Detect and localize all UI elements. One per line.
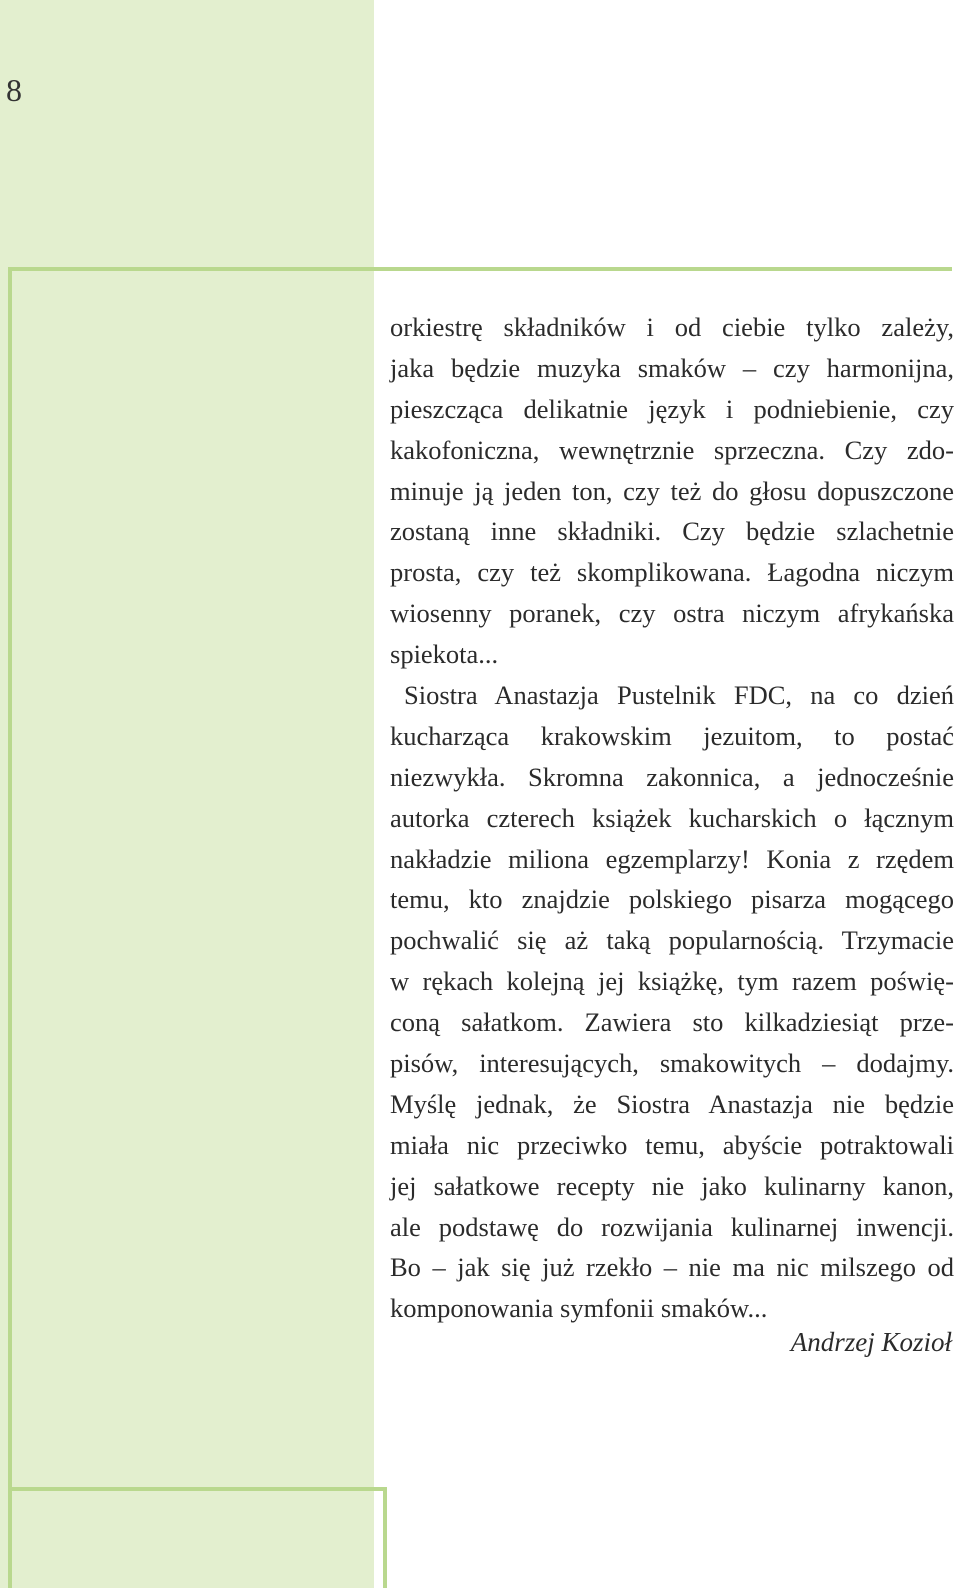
text-line: minuje ją jeden ton, czy też do głosu dopuszczone (390, 475, 954, 506)
text-line: pochwalić się aż taką popularnością. Trzymacie (390, 925, 954, 956)
text-line: niezwykła. Skromna zakonnica, a jednocześnie (390, 761, 954, 792)
text-line: w rękach kolejną jej książkę, tym razem poświę- (390, 966, 954, 997)
text-line: zostaną inne składniki. Czy będzie szlachetnie (390, 516, 954, 547)
text-line: jej sałatkowe recepty nie jako kulinarny kanon, (390, 1170, 954, 1201)
text-line: ale podstawę do rozwijania kulinarnej inwencji. (390, 1211, 954, 1242)
text-line: coną sałatkom. Zawiera sto kilkadziesiąt prze- (390, 1007, 954, 1038)
left-rule (8, 267, 12, 1588)
text-line: wiosenny poranek, czy ostra niczym afrykańska (390, 598, 954, 629)
text-line: temu, kto znajdzie polskiego pisarza mogącego (390, 884, 954, 915)
text-line: autorka czterech książek kucharskich o łącznym (390, 802, 954, 833)
text-line: miała nic przeciwko temu, abyście potraktowali (390, 1129, 954, 1160)
text-line: orkiestrę składników i od ciebie tylko zależy, (390, 312, 954, 342)
text-line: nakładzie miliona egzemplarzy! Konia z rzędem (390, 843, 954, 874)
text-line: kakofoniczna, wewnętrznie sprzeczna. Czy zdo- (390, 434, 954, 465)
text-line: komponowania symfonii smaków... (390, 1293, 768, 1324)
text-line: pieszcząca delikatnie język i podniebienie, czy (390, 393, 954, 424)
bottom-rule (8, 1487, 387, 1491)
text-line: Siostra Anastazja Pustelnik FDC, na co dzień (404, 680, 954, 711)
text-line: Myślę jednak, że Siostra Anastazja nie będzie (390, 1088, 954, 1119)
text-line: prosta, czy też skomplikowana. Łagodna niczym (390, 557, 954, 588)
text-line: pisów, interesujących, smakowitych – dodajmy. (390, 1048, 954, 1079)
top-rule (8, 267, 952, 271)
green-side-panel (0, 0, 374, 1588)
body-text (390, 307, 954, 1329)
author-signature: Andrzej Kozioł (790, 1327, 952, 1357)
text-line: Bo – jak się już rzekło – nie ma nic milszego od (390, 1252, 954, 1283)
text-line: kucharząca krakowskim jezuitom, to postać (390, 720, 954, 751)
text-line: spiekota... (390, 639, 499, 670)
bottom-corner-rule (383, 1487, 387, 1588)
page-number: 8 (6, 72, 22, 108)
text-line: jaka będzie muzyka smaków – czy harmonijna, (390, 352, 954, 383)
